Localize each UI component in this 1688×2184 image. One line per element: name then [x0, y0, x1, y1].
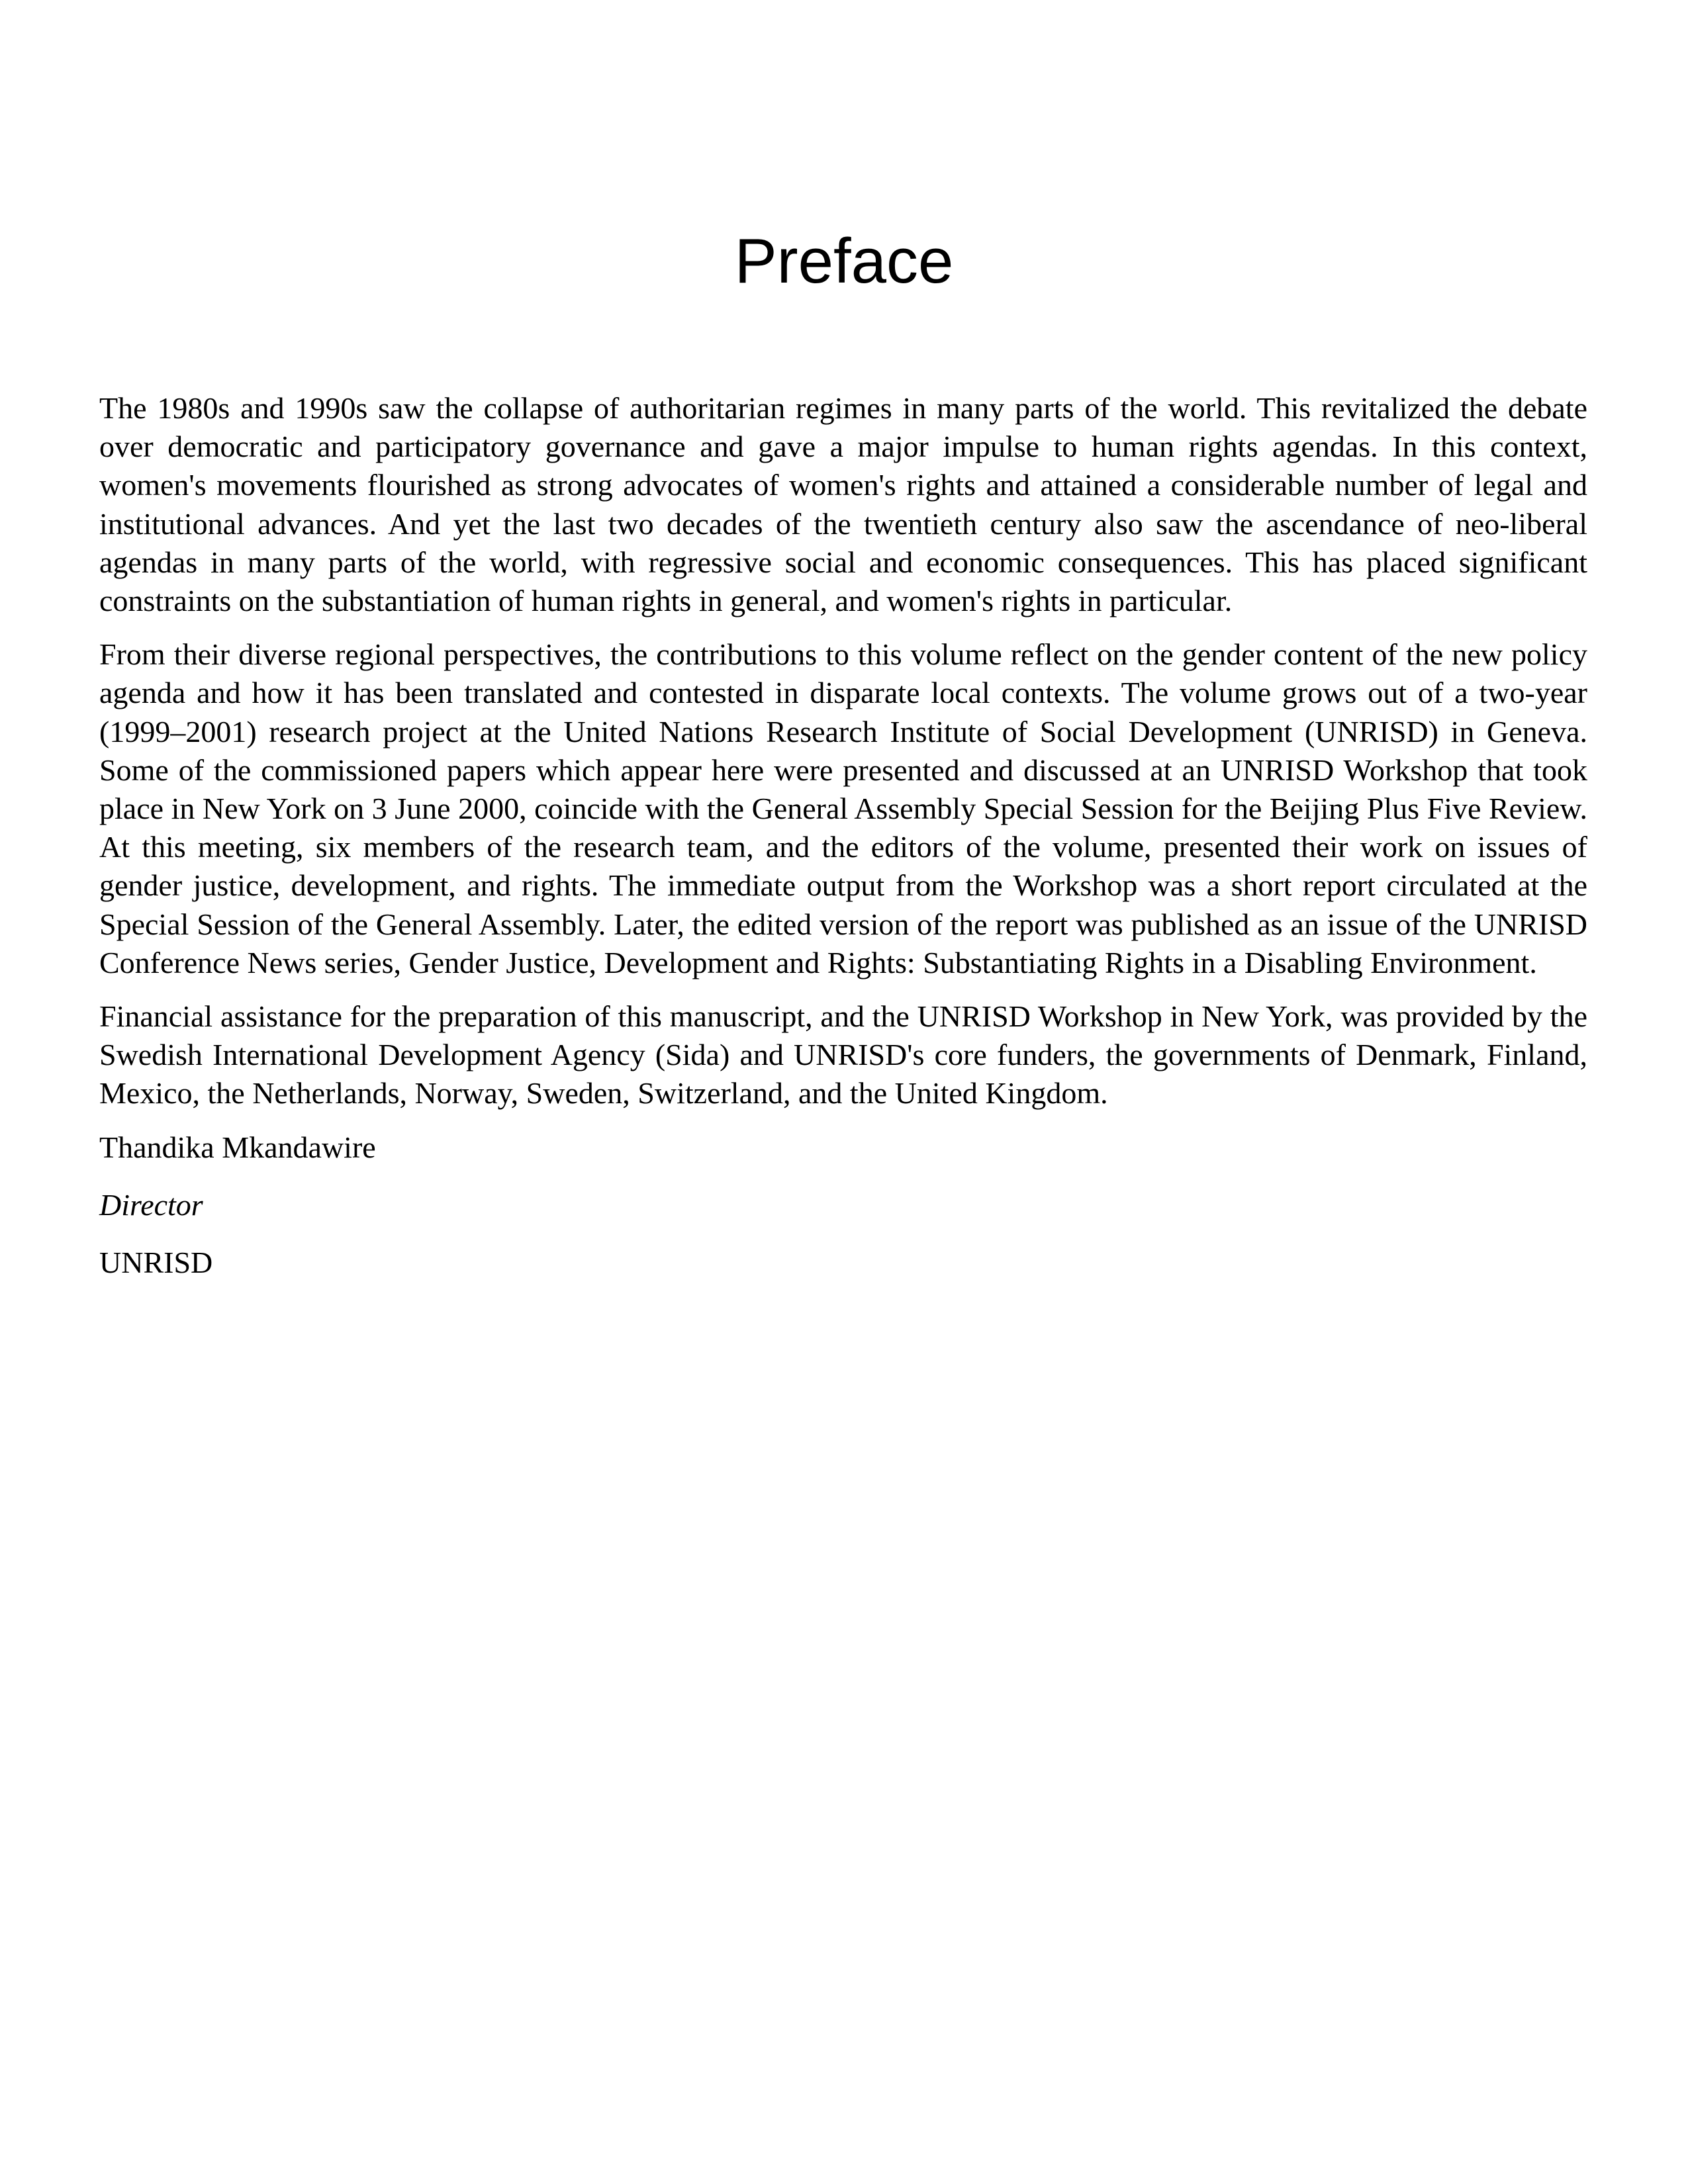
signature-role: Director	[99, 1187, 203, 1222]
paragraph-1: The 1980s and 1990s saw the collapse of authoritarian regimes in many parts of the world. This revitalized the debate over democratic and participatory governance and gave a major impulse to human rights agendas. In this context, women's movements flourished as strong advocates of women's rights and attained a considerable number of legal and institutional advances. And yet the last two decades of the twentieth century also saw the ascendance of neo-liberal agendas in many parts of the world, with regressive social and economic consequences. This has placed significant constraints on the substantiation of human rights in general, and women's rights in particular.	[99, 391, 1587, 618]
preface-body	[99, 389, 1587, 1282]
signature-name: Thandika Mkandawire	[99, 1130, 376, 1164]
paragraph-2: From their diverse regional perspectives, the contributions to this volume reflect on the gender content of the new policy agenda and how it has been translated and contested in disparate local contexts. The volume grows out of a two-year (1999–2001) research project at the United Nations Research Institute of Social Development (UNRISD) in Geneva. Some of the commissioned papers which appear here were presented and discussed at an UNRISD Workshop that took place in New York on 3 June 2000, coincide with the General Assembly Special Session for the Beijing Plus Five Review. At this meeting, six members of the research team, and the editors of the volume, presented their work on issues of gender justice, development, and rights. The immediate output from the Workshop was a short report circulated at the Special Session of the General Assembly. Later, the edited version of the report was published as an issue of the UNRISD Conference News series, Gender Justice, Development and Rights: Substantiating Rights in a Disabling Environment.	[99, 637, 1587, 979]
page-title: Preface	[734, 226, 954, 296]
paragraph-3: Financial assistance for the preparation of this manuscript, and the UNRISD Workshop in New York, was provided by the Swedish International Development Agency (Sida) and UNRISD's core funders, the governments of Denmark, Finland, Mexico, the Netherlands, Norway, Sweden, Switzerland, and the United Kingdom.	[99, 999, 1587, 1111]
signature-organization: UNRISD	[99, 1245, 213, 1279]
